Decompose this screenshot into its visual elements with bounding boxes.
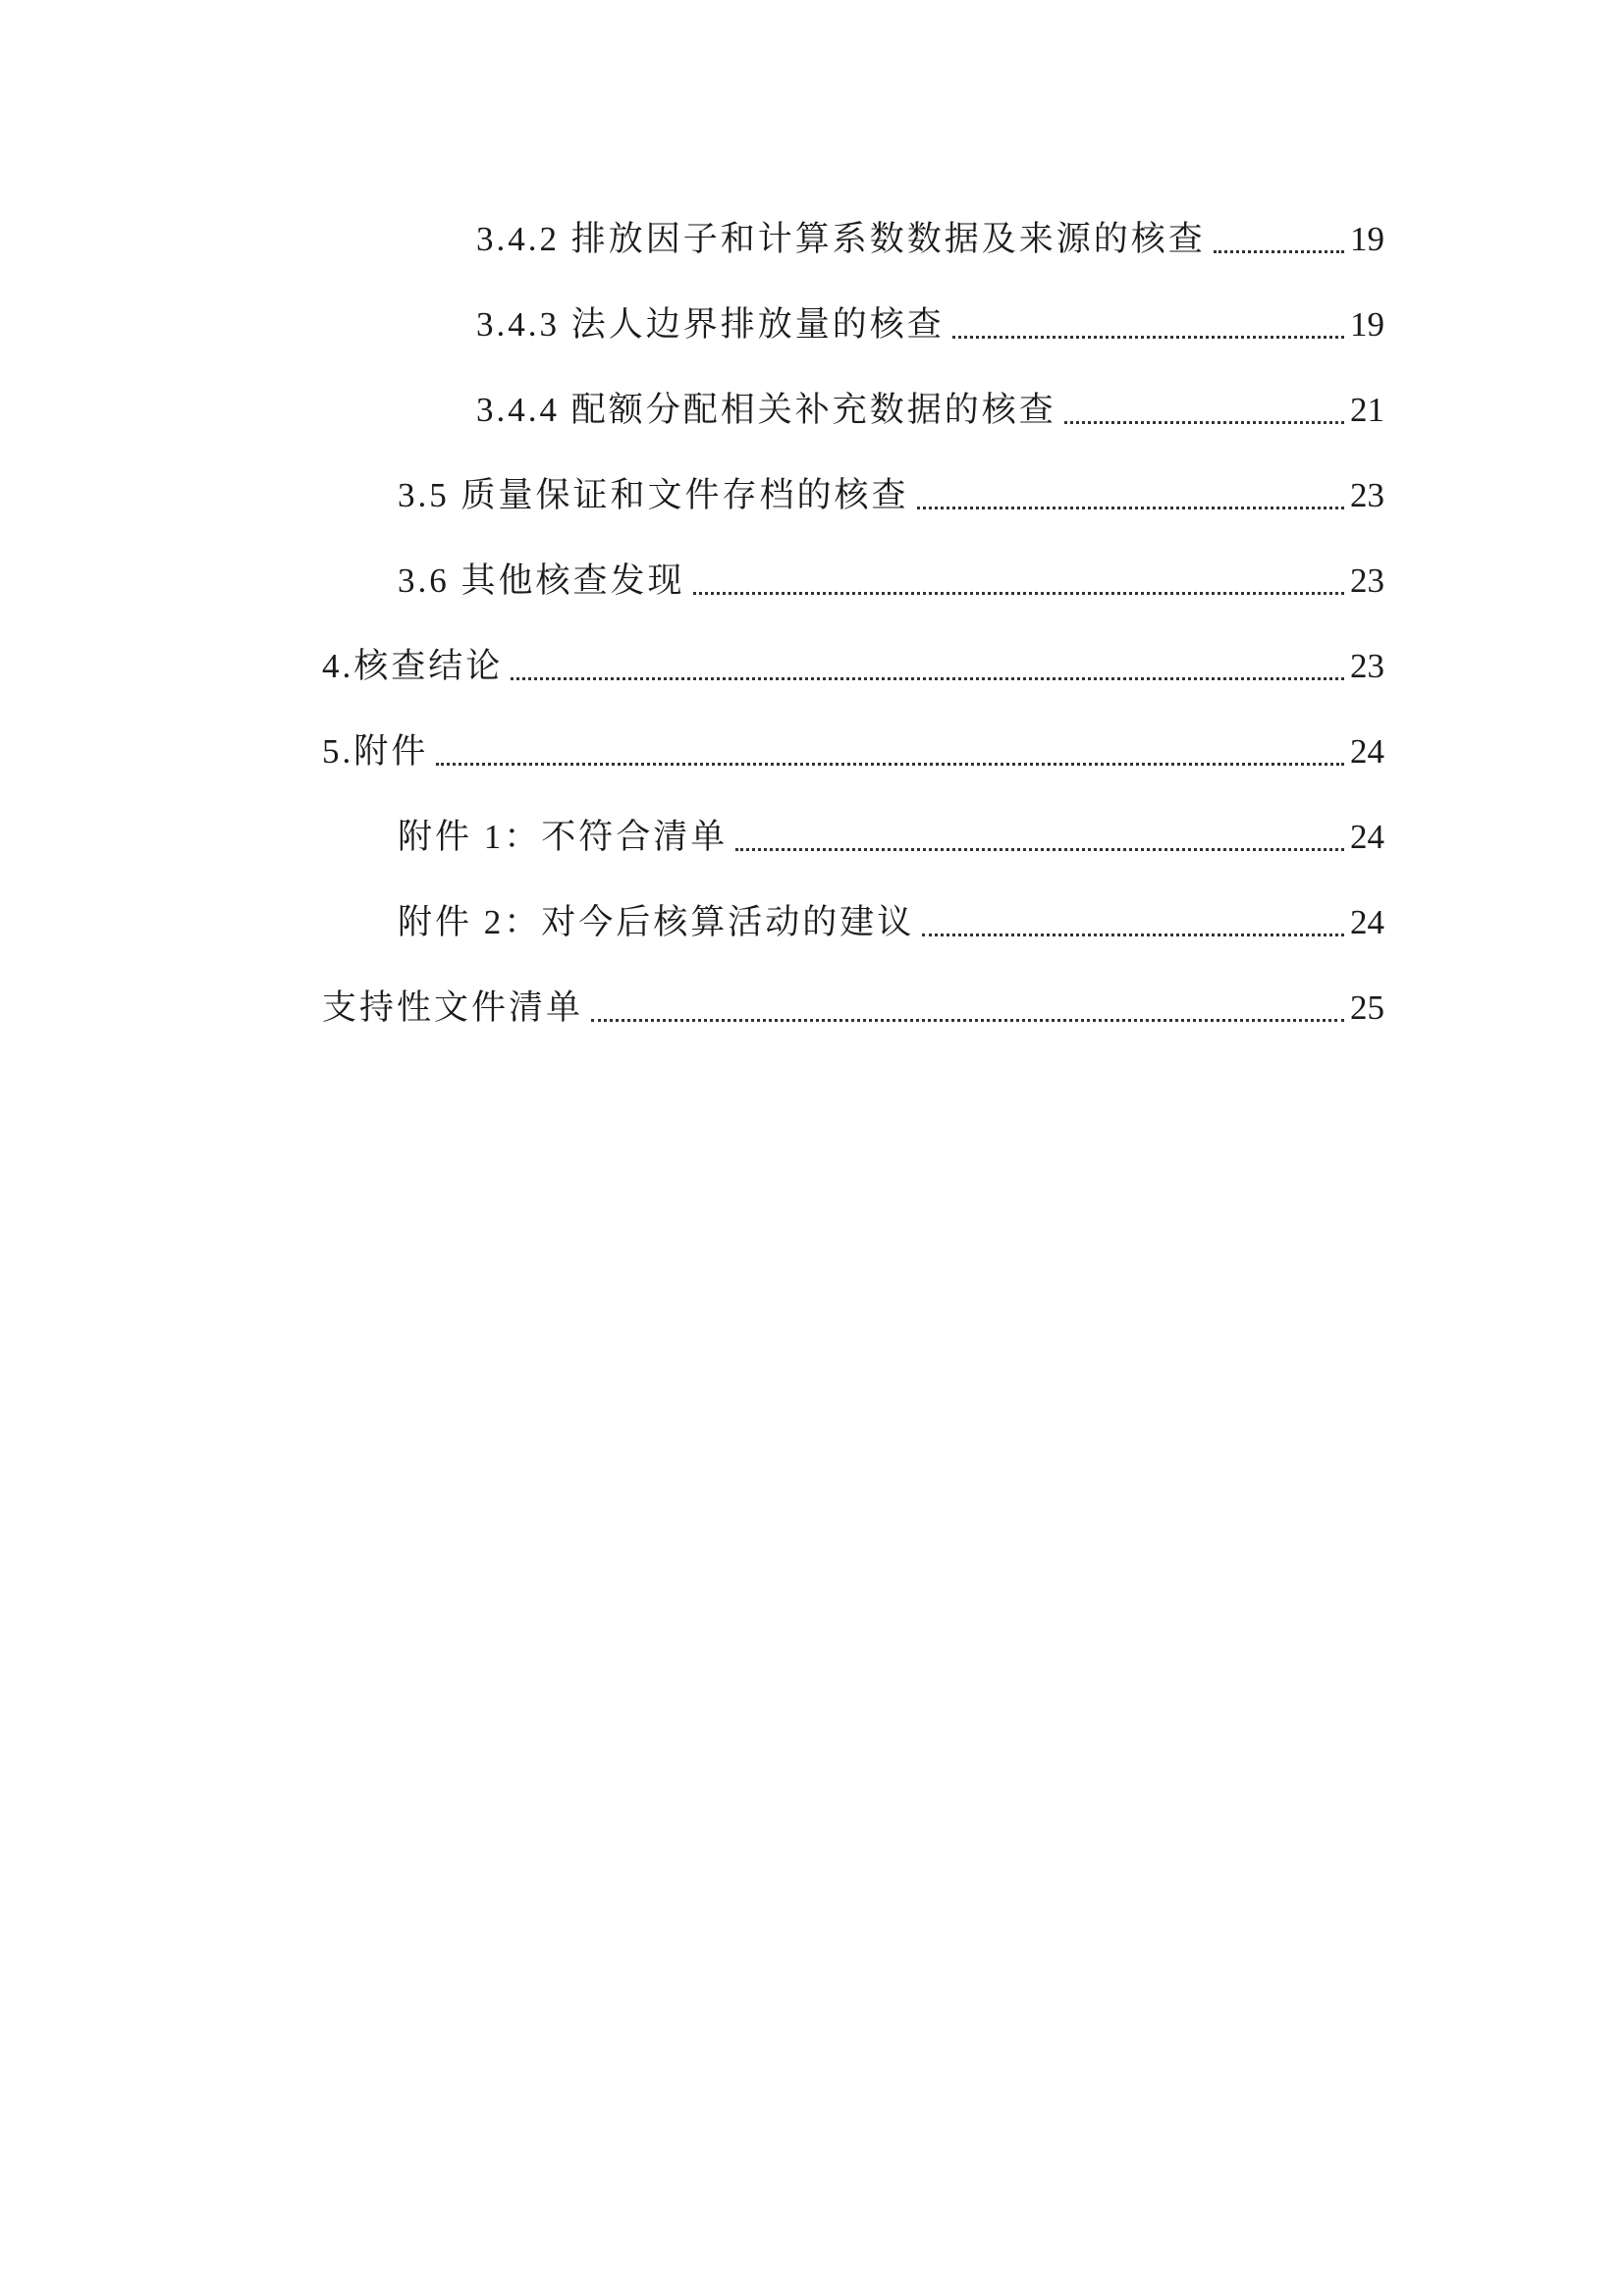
toc-dot-leader bbox=[591, 1018, 1344, 1022]
toc-entry-label: 3.6 其他核查发现 bbox=[398, 561, 685, 600]
toc-page-number: 23 bbox=[1350, 561, 1384, 600]
toc-entry-label: 3.5 质量保证和文件存档的核查 bbox=[398, 475, 909, 514]
toc-entry-3-5[interactable] bbox=[398, 453, 1384, 538]
toc-entry-label: 支持性文件清单 bbox=[322, 988, 584, 1027]
toc-entry-label: 4.核查结论 bbox=[322, 646, 504, 685]
toc-entry-appendix-2[interactable] bbox=[398, 880, 1384, 965]
toc-page-number: 19 bbox=[1350, 304, 1384, 344]
toc-entry-4[interactable] bbox=[322, 623, 1384, 709]
toc-page-number: 24 bbox=[1350, 817, 1384, 856]
toc-entry-label: 3.4.3 法人边界排放量的核查 bbox=[476, 304, 945, 344]
toc-entry-supporting-documents[interactable] bbox=[322, 965, 1384, 1050]
toc-entry-3-4-3[interactable] bbox=[476, 282, 1384, 367]
toc-dot-leader bbox=[436, 762, 1344, 766]
toc-dot-leader bbox=[511, 676, 1344, 680]
toc-page-number: 25 bbox=[1350, 988, 1384, 1027]
toc-dot-leader bbox=[693, 591, 1344, 595]
toc-entry-5[interactable] bbox=[322, 709, 1384, 794]
toc-entry-3-6[interactable] bbox=[398, 538, 1384, 623]
toc-page-number: 19 bbox=[1350, 219, 1384, 258]
toc-entry-label: 附件 1：不符合清单 bbox=[398, 817, 729, 856]
toc-dot-leader bbox=[952, 335, 1344, 339]
toc-page-number: 24 bbox=[1350, 902, 1384, 941]
toc-dot-leader bbox=[735, 847, 1344, 851]
toc-page-number: 24 bbox=[1350, 731, 1384, 771]
toc-entry-label: 3.4.4 配额分配相关补充数据的核查 bbox=[476, 390, 1056, 429]
toc-dot-leader bbox=[917, 506, 1344, 509]
toc-entry-label: 5.附件 bbox=[322, 731, 429, 771]
toc-page-number: 23 bbox=[1350, 475, 1384, 514]
toc-entry-3-4-4[interactable] bbox=[476, 367, 1384, 453]
toc-page-number: 21 bbox=[1350, 390, 1384, 429]
toc-page-number: 23 bbox=[1350, 646, 1384, 685]
toc-entry-appendix-1[interactable] bbox=[398, 794, 1384, 880]
toc-dot-leader bbox=[1064, 420, 1344, 424]
toc-entry-3-4-2[interactable] bbox=[476, 196, 1384, 282]
toc-dot-leader bbox=[1214, 249, 1344, 253]
toc-entry-label: 3.4.2 排放因子和计算系数数据及来源的核查 bbox=[476, 219, 1206, 258]
toc-dot-leader bbox=[922, 933, 1344, 936]
toc-entry-label: 附件 2：对今后核算活动的建议 bbox=[398, 902, 915, 941]
